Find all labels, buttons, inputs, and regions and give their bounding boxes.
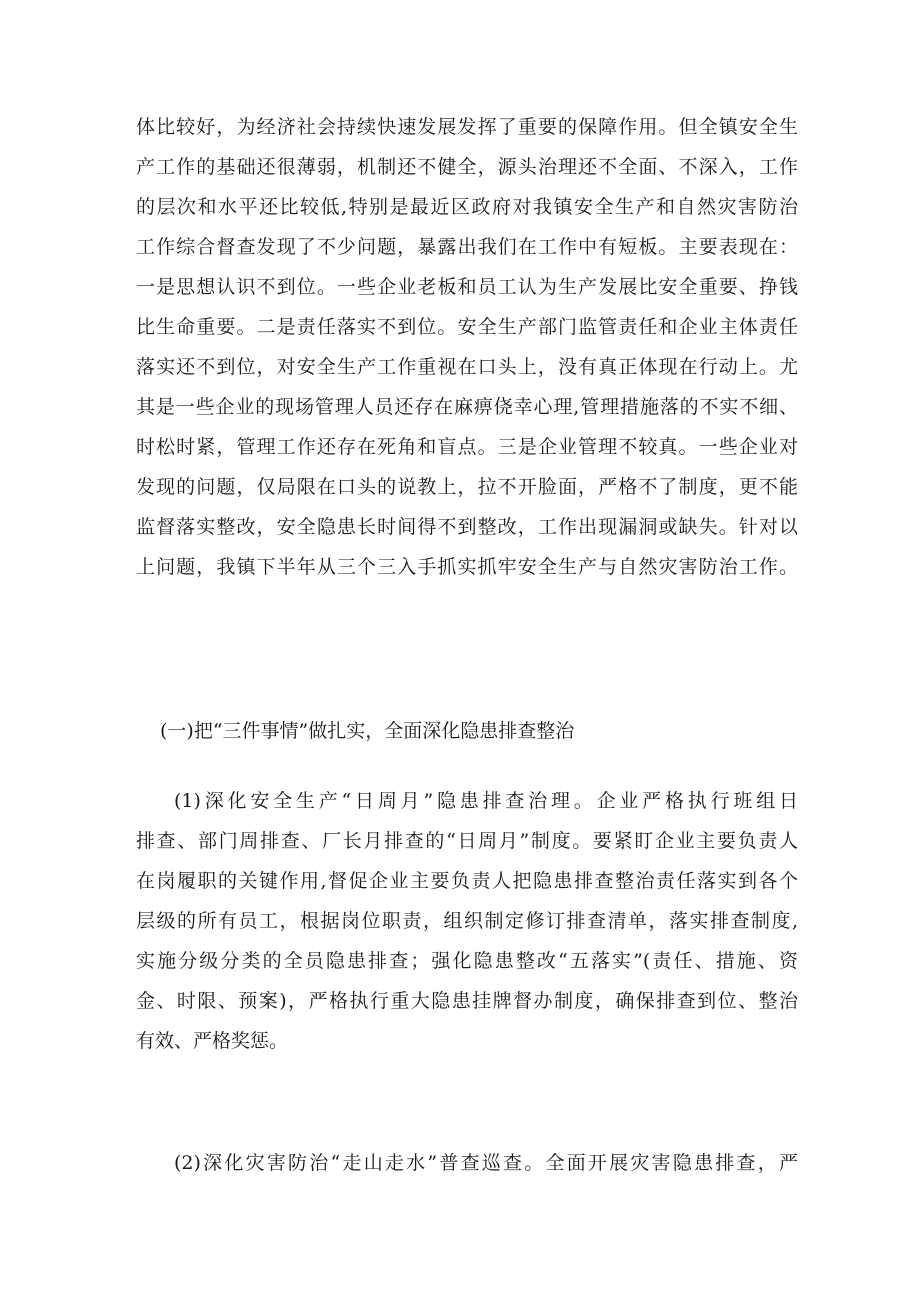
text-line: 其是一些企业的现场管理人员还存在麻痹侥幸心理,管理措施落的不实不细、 (136, 396, 798, 418)
paragraph-daily-weekly-monthly (136, 781, 798, 1061)
text-line: (2)深化灾害防治“走山走水”普查巡查。全面开展灾害隐患排查，严 (174, 1152, 798, 1174)
text-line: 上问题，我镇下半年从三个三入手抓实抓牢安全生产与自然灾害防治工作。 (136, 556, 798, 578)
text-line: 比生命重要。二是责任落实不到位。安全生产部门监管责任和企业主体责任 (136, 316, 798, 338)
text-line: 层级的所有员工，根据岗位职责，组织制定修订排查清单，落实排查制度, (136, 910, 798, 932)
text-line: 产工作的基础还很薄弱，机制还不健全，源头治理还不全面、不深入，工作 (136, 156, 798, 178)
text-line: 一是思想认识不到位。一些企业老板和员工认为生产发展比安全重要、挣钱 (136, 276, 798, 298)
text-line: (1)深化安全生产“日周月”隐患排查治理。企业严格执行班组日 (174, 790, 798, 812)
text-line: 体比较好，为经济社会持续快速发展发挥了重要的保障作用。但全镇安全生 (136, 116, 798, 138)
text-line: 的层次和水平还比较低,特别是最近区政府对我镇安全生产和自然灾害防治 (136, 196, 798, 218)
paragraph-situation (136, 107, 798, 587)
text-line: 有效、严格奖惩。 (136, 1030, 289, 1052)
text-line: 金、时限、预案)，严格执行重大隐患挂牌督办制度，确保排查到位、整治 (136, 990, 798, 1012)
text-line: 落实还不到位，对安全生产工作重视在口头上，没有真正体现在行动上。尤 (136, 356, 798, 378)
text-line: 时松时紧，管理工作还存在死角和盲点。三是企业管理不较真。一些企业对 (136, 436, 798, 458)
text-line: 排查、部门周排查、厂长月排查的“日周月”制度。要紧盯企业主要负责人 (136, 830, 798, 852)
text-line: 监督落实整改，安全隐患长时间得不到整改，工作出现漏洞或缺失。针对以 (136, 516, 798, 538)
text-line: 实施分级分类的全员隐患排查；强化隐患整改“五落实”(责任、措施、资 (136, 950, 798, 972)
text-line: 在岗履职的关键作用,督促企业主要负责人把隐患排查整治责任落实到各个 (136, 870, 798, 892)
section-heading: (一)把“三件事情”做扎实，全面深化隐患排查整治 (160, 720, 575, 742)
text-line: 发现的问题，仅局限在口头的说教上，拉不开脸面，严格不了制度，更不能 (136, 476, 798, 498)
paragraph-disaster-prevention (136, 1143, 798, 1183)
text-line: 工作综合督查发现了不少问题，暴露出我们在工作中有短板。主要表现在： (136, 236, 798, 258)
